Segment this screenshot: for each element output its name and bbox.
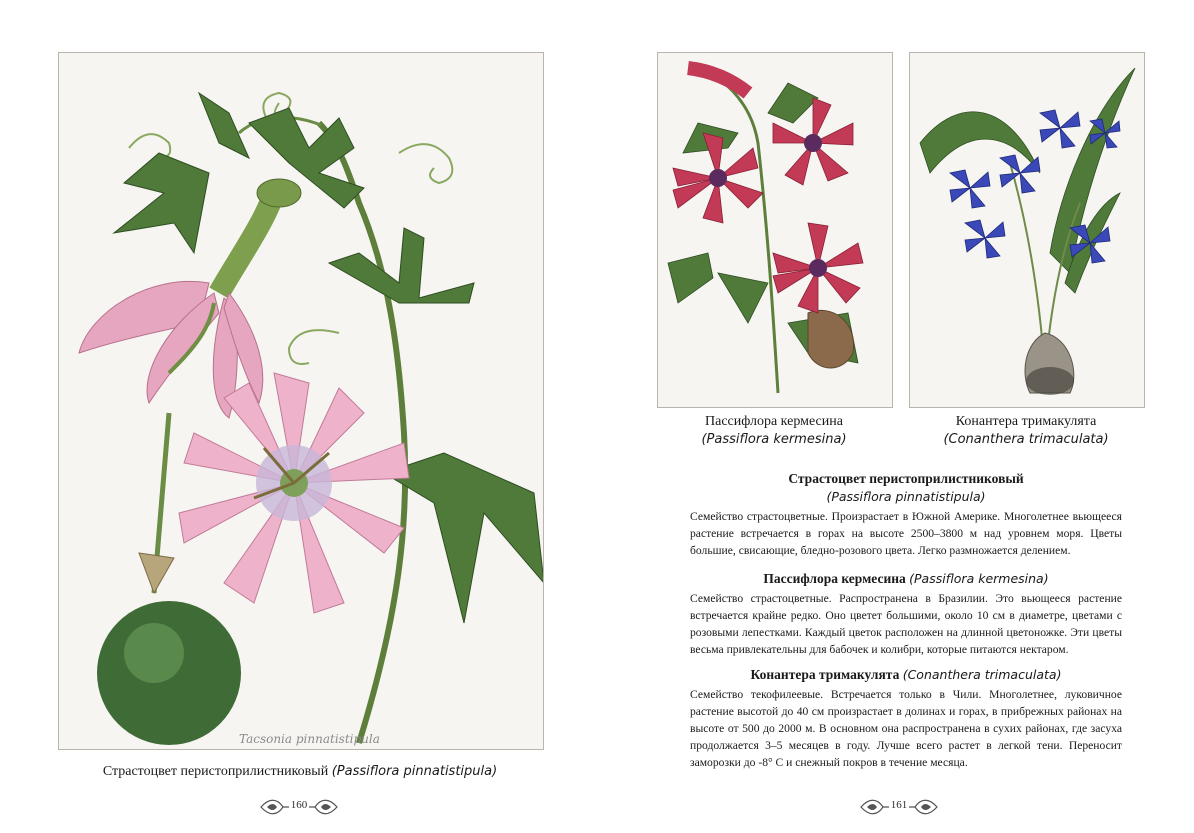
entry-title — [690, 666, 1122, 684]
right-page — [597, 0, 1194, 833]
kermesina-caption-latin: (Passiflora kermesina) — [701, 432, 847, 447]
entry-title-ru: Конантера тримакулята — [750, 667, 900, 682]
conanthera-caption-latin: (Conanthera trimaculata) — [943, 432, 1109, 447]
page-number-left: 160 — [290, 799, 308, 811]
entry-conanthera — [690, 666, 1122, 771]
left-caption-latin: (Passiflora pinnatistipula) — [331, 764, 498, 779]
page-number-161 — [859, 796, 939, 818]
entry-pinnatistipula — [690, 470, 1122, 559]
entry-title — [690, 570, 1122, 588]
conanthera-trimaculata-plate — [909, 52, 1145, 408]
entry-body: Семейство страстоцветные. Произрастает в Южной Америке. Многолетнее вьющееся растение встречается в горах на высоте 2500–3800 м над уровнем моря. Цветы большие, свисающие, бледно-розового цвета. Легко размножается делением. — [690, 510, 1122, 557]
kermesina-caption — [657, 413, 891, 449]
passiflora-kermesina-plate — [657, 52, 893, 408]
passiflora-kermesina-illustration — [658, 53, 892, 407]
plate-inscription: Tacsonia pinnatistipula — [239, 732, 380, 746]
kermesina-caption-ru: Пассифлора кермесина — [705, 414, 843, 429]
passiflora-pinnatistipula-illustration — [59, 53, 543, 749]
entry-body: Семейство текофилеевые. Встречается только в Чили. Многолетнее, луковичное растение высотой до 40 см произрастает в долинах и горах, в прибрежных районах на высоте от 500 до 2000 м. В основном она распространена в сухих районах, где засуха продолжается 3–5 месяцев в году. Лучше всего растет в легкой тени. Переносит заморозки до -8° С и снежный покров в течение месяца. — [690, 688, 1122, 769]
entry-title: Страстоцвет перистоприлистниковый — [788, 471, 1024, 486]
left-plate-caption — [58, 763, 542, 781]
entry-title-latin: (Passiflora kermesina) — [909, 571, 1049, 586]
conanthera-trimaculata-illustration — [910, 53, 1144, 407]
entry-latin: (Passiflora pinnatistipula) — [826, 489, 986, 504]
entry-title-latin: (Conanthera trimaculata) — [902, 667, 1062, 682]
conanthera-caption — [909, 413, 1143, 449]
left-caption-ru: Страстоцвет перистоприлистниковый — [102, 764, 329, 779]
page-number-160 — [259, 796, 339, 818]
conanthera-caption-ru: Конантера тримакулята — [955, 414, 1097, 429]
entry-body: Семейство страстоцветные. Распространена в Бразилии. Это вьющееся растение встречается крайне редко. Оно цветет большими, около 10 см в диаметре, цветами с розовыми лепестками. Каждый цветок расположен на длинной цветоножке. Эти цветы весьма привлекательны для бабочек и колибри, которые питаются нектаром. — [690, 592, 1122, 656]
entry-kermesina — [690, 570, 1122, 658]
entry-title-ru: Пассифлора кермесина — [763, 571, 906, 586]
page-number-right: 161 — [890, 799, 908, 811]
passiflora-pinnatistipula-plate — [58, 52, 544, 750]
